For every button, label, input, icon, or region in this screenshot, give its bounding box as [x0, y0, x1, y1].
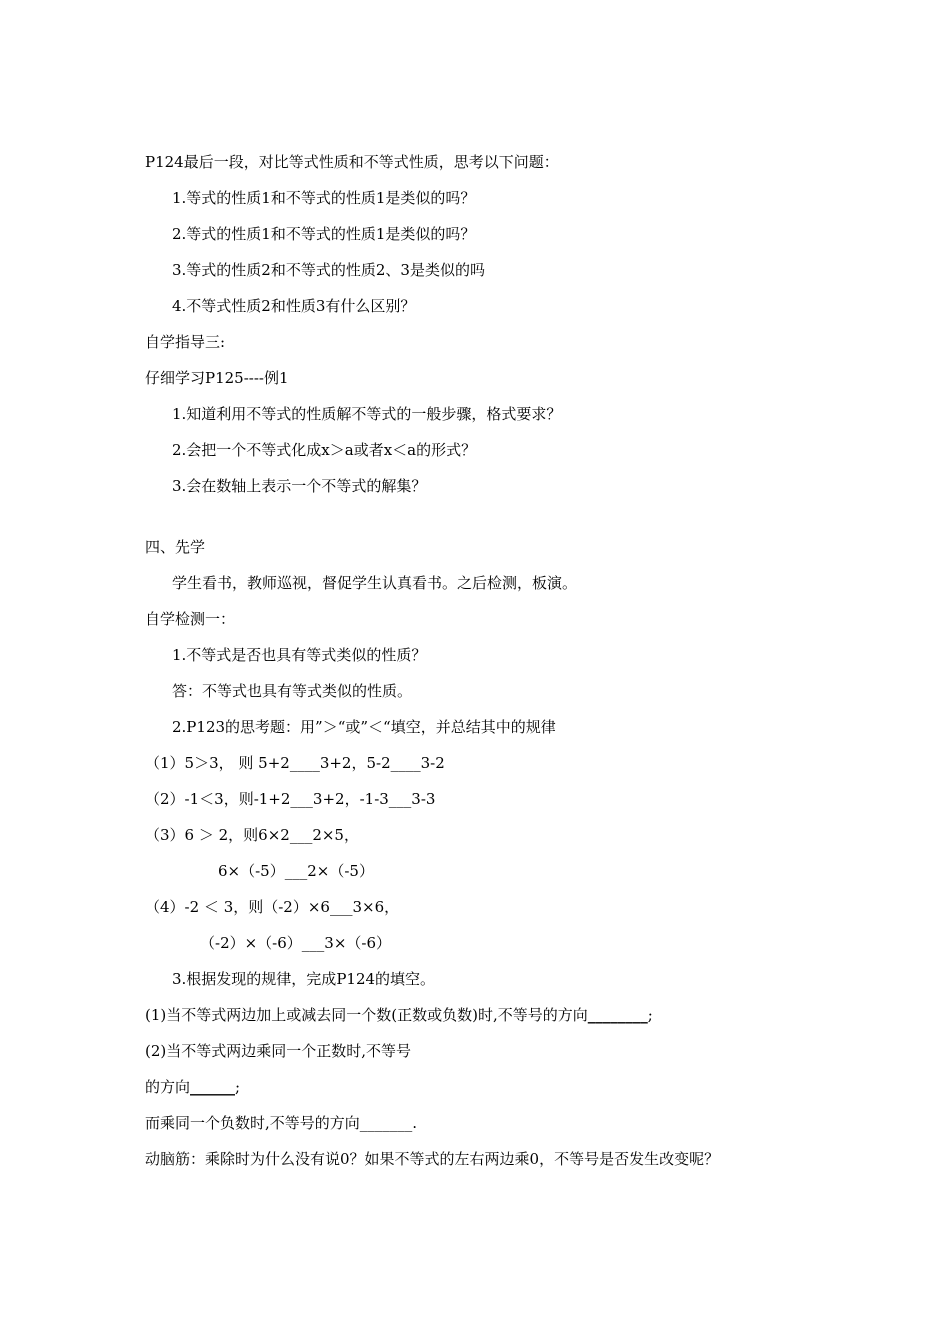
study-line: 仔细学习P125----例1: [145, 369, 289, 387]
section-heading-guide-3: 自学指导三:: [145, 333, 226, 351]
fill-blank-2-text: 的方向: [145, 1078, 191, 1096]
self-check-heading: 自学检测一：: [145, 610, 236, 628]
question-4: 4.不等式性质2和性质3有什么区别？: [172, 297, 416, 315]
check-question-2: 2.P123的思考题：用”＞“或”＜“填空，并总结其中的规律: [172, 718, 556, 736]
guide-item-3: 3.会在数轴上表示一个不等式的解集？: [172, 477, 427, 495]
paragraph-reading: 学生看书，教师巡视，督促学生认真看书。之后检测，板演。: [172, 574, 578, 592]
fill-blank-2-continued: [145, 1077, 240, 1097]
exercise-1: （1）5＞3， 则 5+2____3+2，5-2____3-2: [145, 754, 445, 772]
guide-item-1: 1.知道利用不等式的性质解不等式的一般步骤，格式要求？: [172, 405, 562, 423]
question-3: 3.等式的性质2和不等式的性质2、3是类似的吗: [172, 261, 485, 279]
exercise-3-continued: 6×（-5）___2×（-5）: [218, 862, 374, 880]
question-1: 1.等式的性质1和不等式的性质1是类似的吗？: [172, 189, 476, 207]
intro-line: P124最后一段，对比等式性质和不等式性质，思考以下问题：: [145, 153, 559, 171]
exercise-4: （4）-2 ＜ 3，则（-2）×6___3×6，: [145, 898, 400, 916]
check-answer-1: 答：不等式也具有等式类似的性质。: [172, 682, 413, 700]
answer-blank: ________: [587, 1006, 648, 1024]
brain-teaser: 动脑筋：乘除时为什么没有说0？如果不等式的左右两边乘0，不等号是否发生改变呢？: [145, 1150, 720, 1168]
fill-blank-1-text: (1)当不等式两边加上或减去同一个数(正数或负数)时,不等号的方向: [145, 1006, 588, 1024]
fill-blank-1-end: ;: [647, 1006, 653, 1024]
exercise-4-continued: （-2）×（-6）___3×（-6）: [200, 934, 392, 952]
exercise-2: （2）-1＜3，则-1+2___3+2，-1-3___3-3: [145, 790, 436, 808]
exercise-3: （3）6 ＞ 2，则6×2___2×5，: [145, 826, 359, 844]
fill-blank-3: 而乘同一个负数时,不等号的方向_______.: [145, 1114, 418, 1132]
fill-blank-1: [145, 1005, 653, 1025]
fill-blank-2-end: ;: [235, 1078, 241, 1096]
question-2: 2.等式的性质1和不等式的性质1是类似的吗？: [172, 225, 476, 243]
guide-item-2: 2.会把一个不等式化成x＞a或者x＜a的形式？: [172, 441, 477, 459]
check-question-1: 1.不等式是否也具有等式类似的性质？: [172, 646, 427, 664]
section-heading-4: 四、先学: [145, 538, 206, 556]
answer-blank: ______: [190, 1078, 236, 1096]
fill-blank-2: (2)当不等式两边乘同一个正数时,不等号: [145, 1042, 412, 1060]
check-question-3: 3.根据发现的规律，完成P124的填空。: [172, 970, 436, 988]
